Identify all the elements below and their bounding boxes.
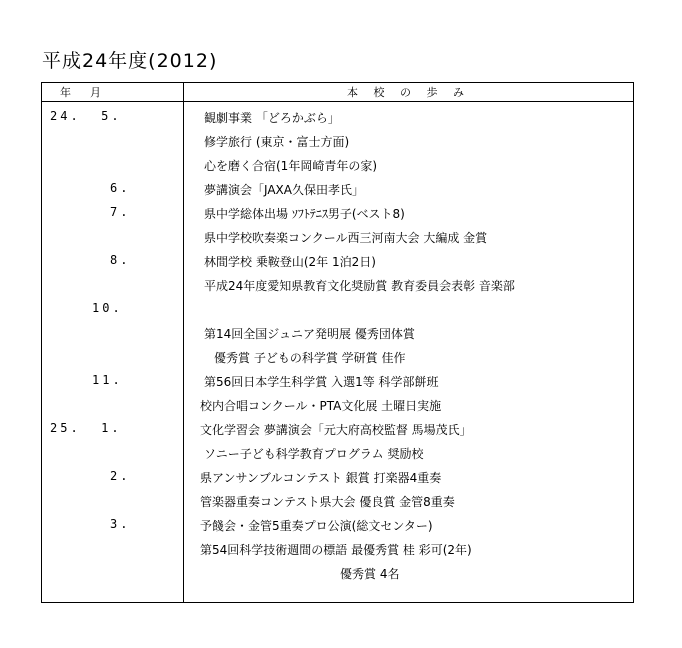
event-item: 心を磨く合宿(1年岡崎青年の家)	[204, 159, 377, 173]
history-table	[41, 82, 634, 603]
event-item: 平成24年度愛知県教育文化奨励賞 教育委員会表彰 音楽部	[204, 279, 515, 293]
event-item: 観劇事業 「どろかぶら」	[204, 111, 340, 125]
date-2012-05: 24. 5.	[50, 109, 122, 123]
event-item: 県アンサンブルコンテスト 銀賞 打楽器4重奏	[200, 471, 442, 485]
year-header: 年	[60, 86, 71, 99]
event-item: 予餞会・金管5重奏プロ公演(総文センター)	[200, 519, 433, 533]
event-item: 文化学習会 夢講演会「元大府高校監督 馬場茂氏」	[200, 423, 472, 437]
steps-column-header: 本 校 の 歩 み	[347, 86, 470, 99]
event-item: 修学旅行 (東京・富士方面)	[204, 135, 350, 149]
event-item: 林間学校 乗鞍登山(2年 1泊2日)	[204, 255, 376, 269]
event-item: 優秀賞 子どもの科学賞 学研賞 佳作	[214, 351, 406, 365]
event-item: 優秀賞 4名	[340, 567, 400, 581]
event-item: 第56回日本学生科学賞 入選1等 科学部餅班	[204, 375, 439, 389]
date-2013-01: 25. 1.	[50, 421, 122, 435]
document-title: 平成24年度(2012)	[42, 50, 218, 72]
event-item: 県中学校吹奏楽コンクール西三河南大会 大編成 金賞	[204, 231, 488, 245]
event-item: 校内合唱コンクール・PTA文化展 土曜日実施	[200, 399, 442, 413]
event-item: 県中学総体出場 ｿﾌﾄﾃﾆｽ男子(ベスト8)	[204, 207, 405, 221]
column-divider	[183, 83, 184, 602]
date-2012-06: 6.	[110, 181, 131, 195]
event-item: ソニー子ども科学教育プログラム 奨励校	[204, 447, 424, 461]
date-2012-11: 11.	[92, 373, 123, 387]
date-2012-07: 7.	[110, 205, 131, 219]
date-2012-10: 10.	[92, 301, 123, 315]
event-item: 第14回全国ジュニア発明展 優秀団体賞	[204, 327, 415, 341]
event-item: 夢講演会「JAXA久保田孝氏」	[204, 183, 364, 197]
event-item: 管楽器重奏コンテスト県大会 優良賞 金管8重奏	[200, 495, 455, 509]
date-2013-03: 3.	[110, 517, 131, 531]
date-2013-02: 2.	[110, 469, 131, 483]
event-item: 第54回科学技術週間の標語 最優秀賞 桂 彩可(2年)	[200, 543, 472, 557]
month-header: 月	[90, 86, 101, 99]
date-2012-08: 8.	[110, 253, 131, 267]
